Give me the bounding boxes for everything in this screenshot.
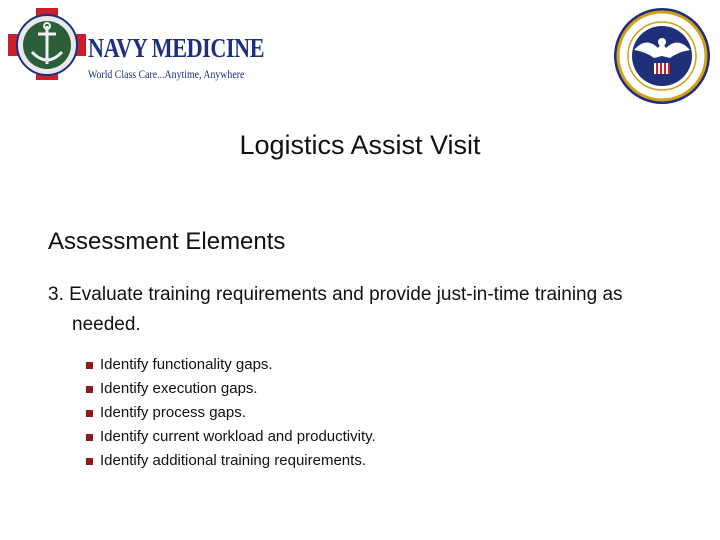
list-item: Identify process gaps. [86, 401, 376, 425]
numbered-point: 3. Evaluate training requirements and provide just-in-time training as needed. [48, 284, 623, 335]
bullet-square-icon [86, 410, 93, 417]
list-item: Identify execution gaps. [86, 377, 376, 401]
list-item: Identify current workload and productivity. [86, 425, 376, 449]
navy-medicine-emblem-icon [8, 8, 88, 80]
section-heading: Assessment Elements [48, 228, 286, 255]
bullet-square-icon [86, 386, 93, 393]
navy-medicine-logo [8, 8, 265, 81]
bullet-square-icon [86, 362, 93, 369]
bullet-square-icon [86, 458, 93, 465]
list-item: Identify functionality gaps. [86, 353, 376, 377]
logo-tagline: World Class Care...Anytime, Anywhere [88, 67, 245, 81]
list-item: Identify additional training requirements. [86, 449, 376, 473]
navy-seal [612, 6, 712, 106]
logo-brand-text: NAVY MEDICINE [88, 33, 265, 63]
slide-title: Logistics Assist Visit [239, 130, 481, 160]
bullet-square-icon [86, 434, 93, 441]
navy-seal-icon [612, 6, 712, 106]
bullet-list [86, 353, 376, 473]
